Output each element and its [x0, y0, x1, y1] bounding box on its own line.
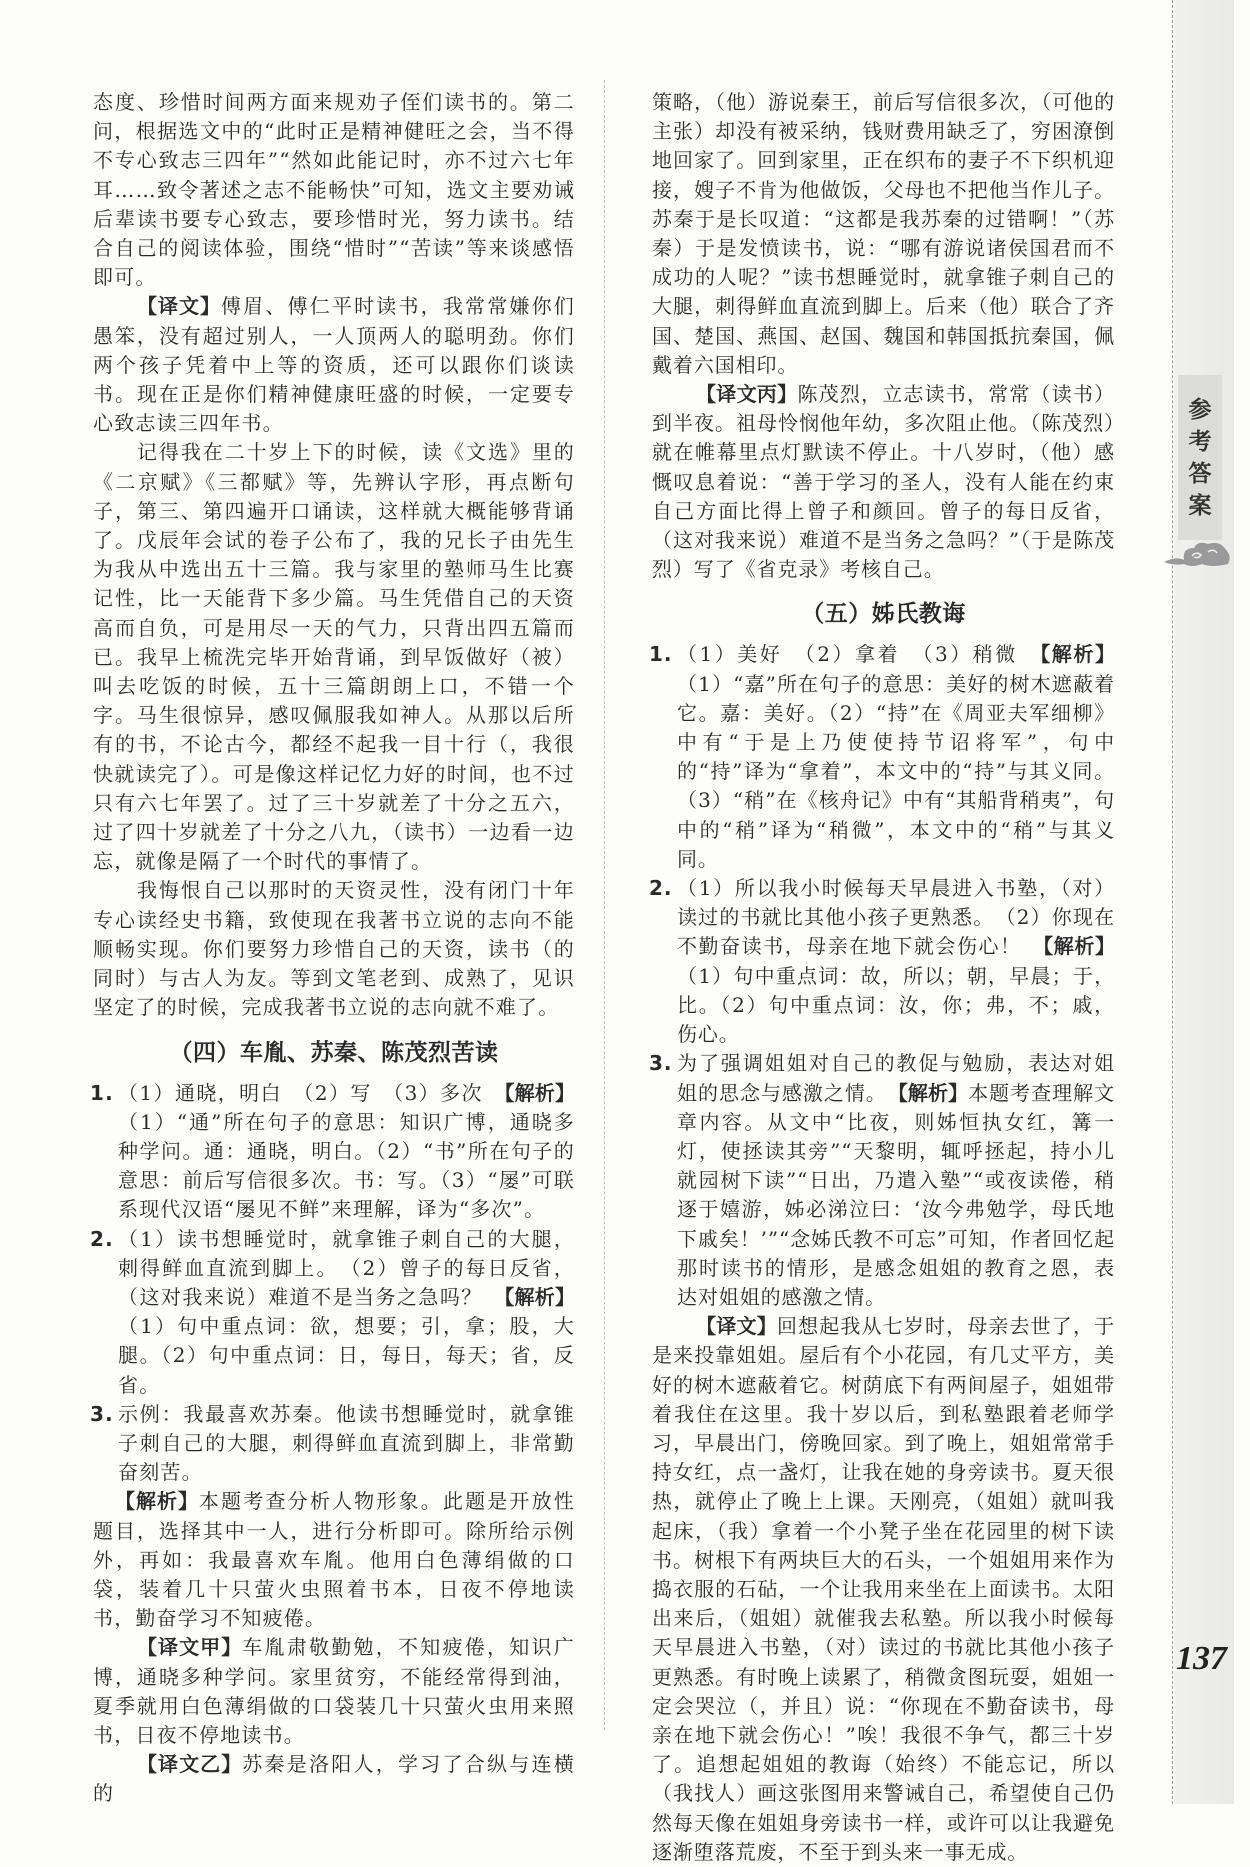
side-margin-line: [1172, 0, 1173, 1804]
answer-item: [90, 1079, 575, 1225]
paragraph: [93, 88, 575, 292]
section-label: 【译文乙】: [137, 1752, 243, 1777]
text-run: 车胤肃敬勤勉，不知疲倦，知识广博，通晓多种学问。家里贫穷，不能经常得到油，夏季就用白色薄绢做的口袋装几十只萤火虫用来照书，日夜不停地读书。: [93, 1635, 576, 1747]
paragraph: [652, 88, 1115, 380]
section-label: 【译文甲】: [137, 1635, 243, 1660]
text-run: （1）美好 （2）拿着 （3）稍微: [677, 642, 1041, 667]
text-run: 为了强调姐姐对自己的教促与勉励，表达对姐姐的思念与感激之情。: [677, 1051, 1115, 1105]
text-run: （1）所以我小时候每天早晨进入书塾，（对）读过的书就比其他小孩子更熟悉。 （2）你现在不勤奋读书，母亲在地下就会伤心！: [677, 876, 1115, 959]
column-divider: [604, 80, 605, 1730]
section-heading: [93, 1037, 575, 1069]
text-run: 陈茂烈，立志读书，常常（读书）到半夜。祖母怜悯他年幼，多次阻止他。（陈茂烈）就在帷幕里点灯默读不停止。十八岁时，（他）感慨叹息着说：“善于学习的圣人，没有人能在约束自己方面比得上曾子和颜回。曾子的每日反省，（这对我来说）难道不是当务之急吗？”（于是陈茂烈）写了《省克录》考核自己。: [652, 382, 1116, 582]
text-run: 本题考查分析人物形象。此题是开放性题目，选择其中一人，进行分析即可。除所给示例外，再如：我最喜欢车胤。他用白色薄绢做的口袋，装着几十只萤火虫照着书本，日夜不停地读书，勤奋学习不知疲倦。: [93, 1489, 575, 1631]
text-run: （五）姊氏教诲: [801, 601, 966, 628]
section-tab-char: 参: [1188, 396, 1212, 423]
section-tab-reference-answers: [1178, 375, 1222, 540]
item-number: 3.: [90, 1401, 114, 1426]
text-run: 苏秦是洛阳人，学习了合纵与连横的: [93, 1752, 576, 1806]
answer-item: [649, 640, 1116, 874]
section-label: 【译文丙】: [696, 382, 798, 407]
paragraph: [93, 1750, 575, 1808]
text-run: （四）车胤、苏秦、陈茂烈苦读: [169, 1039, 499, 1066]
section-tab-char: 考: [1188, 428, 1212, 455]
section-label: 【解析】: [504, 1080, 575, 1105]
item-number: 2.: [90, 1226, 114, 1251]
left-column: [90, 88, 576, 1809]
item-number: 1.: [90, 1080, 114, 1105]
paragraph: [652, 380, 1115, 584]
paragraph: [652, 1312, 1115, 1867]
text-run: （1）句中重点词：故，所以；朝，早晨；于，比。（2）句中重点词：汝，你；弗，不；戚，伤心。: [677, 963, 1115, 1047]
section-label: 【解析】: [897, 1080, 969, 1105]
answer-item: [649, 1049, 1115, 1312]
section-label: 【译文】: [696, 1314, 777, 1339]
item-number: 1.: [649, 642, 673, 667]
paragraph: [93, 876, 575, 1022]
text-run: 我悔恨自己以那时的天资灵性，没有闭门十年专心读经史书籍，致使现在我著书立说的志向不能顺畅实现。你们要努力珍惜自己的天资，读书（的同时）与古人为友。等到文笔老到、成熟了，见识坚定了的时候，完成我著书立说的志向就不难了。: [93, 878, 575, 1020]
paragraph: [93, 292, 575, 438]
section-label: 【解析】: [115, 1489, 199, 1514]
page-number: 137: [1176, 1640, 1227, 1677]
text-run: 态度、珍惜时间两方面来规劝子侄们读书的。第二问，根据选文中的“此时正是精神健旺之会，当不得不专心致志三四年”“然如此能记时，亦不过六七年耳……致令著述之志不能畅快”可知，选文主要劝诫后辈读书要专心致志，要珍惜时光，努力读书。结合自己的阅读体验，围绕“惜时”“苦读”等来谈感悟即可。: [93, 90, 575, 290]
side-margin-band: [1174, 0, 1234, 1804]
text-run: 策略，（他）游说秦王，前后写信很多次，（可他的主张）却没有被采纳，钱财费用缺乏了，穷困潦倒地回家了。回到家里，正在织布的妻子不下织机迎接，嫂子不肯为他做饭，父母也不把他当作儿子。苏秦于是长叹道：“这都是我苏秦的过错啊！”（苏秦）于是发愤读书，说：“哪有游说诸侯国君而不成功的人呢？”读书想睡觉时，就拿锥子刺自己的大腿，刺得鲜血直流到脚上。后来（他）联合了齐国、楚国、燕国、赵国、魏国和韩国抵抗秦国，佩戴着六国相印。: [652, 90, 1115, 377]
text-run: 示例：我最喜欢苏秦。他读书想睡觉时，就拿锥子刺自己的大腿，刺得鲜血直流到脚上，非常勤奋刻苦。: [118, 1401, 575, 1485]
answer-item: [90, 1400, 575, 1488]
item-number: 3.: [649, 1051, 673, 1076]
text-run: （1）“通”所在句子的意思：知识广博，通晓多种学问。通：通晓，明白。（2）“书”所在句子的意思：前后写信很多次。书：写。（3）“屡”可联系现代汉语“屡见不鲜”来理解，译为“多次”。: [118, 1109, 575, 1222]
section-tab-char: 答: [1188, 460, 1212, 487]
paragraph: [93, 1633, 575, 1750]
right-column: [649, 88, 1116, 1867]
section-label: 【解析】: [1043, 934, 1115, 959]
text-run: 回想起我从七岁时，母亲去世了，于是来投靠姐姐。屋后有个小花园，有几丈平方，美好的树木遮蔽着它。树荫底下有两间屋子，姐姐带着我住在这里。我十岁以后，到私塾跟着老师学习，早晨出门，傍晚回家。到了晚上，姐姐常常手持女红，点一盏灯，让我在她的身旁读书。夏天很热，就停止了晚上上课。天刚亮，（姐姐）就叫我起床，（我）拿着一个小凳子坐在花园里的树下读书。树根下有两块巨大的石头，一个姐姐用来作为捣衣服的石砧，一个让我用来坐在上面读书。太阳出来后，（姐姐）就催我去私塾。所以我小时候每天早晨进入书塾，（对）读过的书就比其他小孩子更熟悉。有时晚上读累了，稍微贪图玩耍，姐姐一定会哭泣（，并且）说：“你现在不勤奋读书，母亲在地下就会伤心！”唉！我很不争气，都三十岁了。追想起姐姐的教诲（始终）不能忘记，所以（我找人）画这张图用来警诫自己，希望使自己仍然每天像在姐姐身旁读书一样，或许可以让我避免逐渐堕落荒废，不至于到头来一事无成。: [652, 1314, 1115, 1864]
text-run: （1）句中重点词：欲，想要；引，拿；股，大腿。（2）句中重点词：日，每日，每天；省，反省。: [118, 1314, 575, 1397]
text-run: 本题考查理解文章内容。从文中“比夜，则姊恒执女红，篝一灯，使拯读其旁”“天黎明，辄呼拯起，持小儿就园树下读”“日出，乃遣入塾”“或夜读倦，稍逐于嬉游，姊必涕泣曰：‘汝今弗勉学，母氏地下戚矣！’”“念姊氏教不可忘”可知，作者回忆起那时读书的情形，是感念姐姐的教育之恩，表达对姐姐的感激之情。: [677, 1080, 1115, 1309]
section-label: 【解析】: [504, 1284, 576, 1309]
answer-item: [90, 1225, 576, 1400]
text-run: （1）通晓，明白 （2）写 （3）多次: [118, 1080, 505, 1105]
cloud-ornament-icon: [1162, 538, 1232, 570]
text-run: （1）读书想睡觉时，就拿锥子刺自己的大腿，刺得鲜血直流到脚上。 （2）曾子的每日反省，（这对我来说）难道不是当务之急吗？: [118, 1226, 575, 1309]
text-run: 记得我在二十岁上下的时候，读《文选》里的《二京赋》《三都赋》等，先辨认字形，再点断句子，第三、第四遍开口诵读，这样就大概能够背诵了。戊辰年会试的卷子公布了，我的兄长子由先生为我从中选出五十三篇。我与家里的塾师马生比赛记性，比一天能背下多少篇。马生凭借自己的天资高而自负，可是用尽一天的气力，只背出四五篇而已。我早上梳洗完毕开始背诵，到早饭做好（被）叫去吃饭的时候，五十三篇朗朗上口，不错一个字。马生很惊异，感叹佩服我如神人。从那以后所有的书，不论古今，都经不起我一目十行（，我很快就读完了）。可是像这样记忆力好的时间，也不过只有六七年罢了。过了三十岁就差了十分之五六，过了四十岁就差了十分之八九，（读书）一边看一边忘，就像是隔了一个时代的事情了。: [93, 440, 575, 874]
text-run: （1）“嘉”所在句子的意思：美好的树木遮蔽着它。嘉：美好。（2）“持”在《周亚夫军细柳》中有“于是上乃使使持节诏将军”，句中的“持”译为“拿着”，本文中的“持”与其义同。（3）“稍”在《核舟记》中有“其船背稍夷”，句中的“稍”译为“稍微”，本文中的“稍”与其义同。: [677, 671, 1115, 871]
answer-item: [649, 874, 1115, 1049]
paragraph: [93, 1487, 575, 1633]
section-label: 【译文】: [137, 294, 221, 319]
section-label: 【解析】: [1040, 642, 1116, 667]
section-tab-char: 案: [1188, 492, 1212, 519]
text-run: 傅眉、傅仁平时读书，我常常嫌你们愚笨，没有超过别人，一人顶两人的聪明劲。你们两个孩子凭着中上等的资质，还可以跟你们谈读书。现在正是你们精神健康旺盛的时候，一定要专心致志读三四年书。: [93, 294, 576, 436]
item-number: 2.: [649, 876, 673, 901]
section-heading: [652, 598, 1115, 630]
paragraph: [93, 438, 575, 876]
